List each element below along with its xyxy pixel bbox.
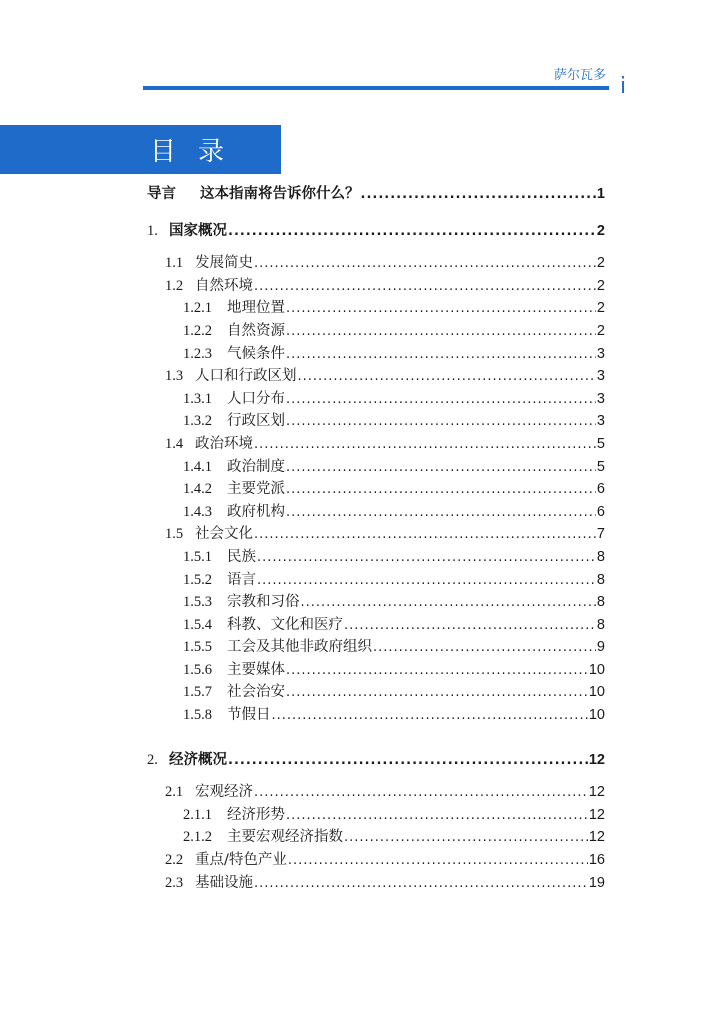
toc-entry[interactable] [147, 703, 605, 726]
toc-entry-number: 1.5.4 [183, 616, 212, 633]
toc-entry-title: 社会文化 [195, 526, 253, 543]
toc-entry-label [147, 219, 227, 240]
toc-entry-title: 这本指南将告诉你什么？ [200, 186, 360, 202]
toc-leader-dots [286, 413, 596, 429]
toc-leader-dots [286, 684, 588, 700]
toc-entry-title: 科教、文化和医疗 [227, 616, 343, 633]
toc-entry-title: 经济形势 [227, 806, 285, 823]
toc-entry-label [183, 658, 285, 679]
toc-entry-page: 5 [596, 435, 605, 452]
toc-leader-dots [373, 639, 596, 655]
toc-entry[interactable] [147, 568, 605, 591]
toc-entry-number: 1.4 [165, 435, 184, 452]
toc-entry[interactable] [147, 545, 605, 568]
toc-entry[interactable] [147, 387, 605, 410]
toc-entry-page: 19 [588, 874, 605, 891]
toc-entry-title: 政府机构 [227, 503, 285, 520]
toc-entry-page: 3 [596, 390, 605, 407]
toc-entry-title: 自然资源 [227, 322, 285, 339]
toc-entry[interactable] [147, 274, 605, 297]
toc-entry-number: 1.2.3 [183, 345, 212, 362]
toc-entry-label [183, 590, 300, 611]
toc-leader-dots [228, 752, 588, 768]
toc-entry-title: 行政区划 [227, 413, 285, 430]
toc-leader-dots [286, 807, 588, 823]
toc-entry-number: 2. [147, 751, 158, 768]
toc-entry[interactable] [147, 803, 605, 826]
toc-leader-dots [298, 368, 596, 384]
toc-entry-title: 自然环境 [195, 277, 253, 294]
page-number: i [620, 74, 627, 99]
toc-entry-number: 2.2 [165, 852, 184, 869]
toc-entry-label [165, 251, 253, 272]
toc-leader-dots [361, 186, 596, 202]
toc-entry-number: 1.3 [165, 368, 184, 385]
toc-leader-dots [272, 707, 588, 723]
toc-entry-page: 9 [596, 639, 605, 656]
toc-entry-label [183, 342, 285, 363]
toc-entry[interactable] [147, 251, 605, 274]
toc-entry-number: 2.1 [165, 784, 184, 801]
toc-leader-dots [254, 784, 588, 800]
toc-leader-dots [286, 391, 596, 407]
toc-entry-label [165, 848, 287, 869]
toc-entry[interactable] [147, 477, 605, 500]
toc-entry-number: 1.5.5 [183, 639, 212, 656]
toc-entry-title: 人口和行政区划 [195, 368, 297, 385]
toc-entry-page: 3 [596, 368, 605, 385]
toc-entry-title: 宏观经济 [195, 784, 253, 801]
toc-entry-page: 7 [596, 526, 605, 543]
toc-entry-label [183, 568, 256, 589]
toc-entry-number: 2.1.2 [183, 829, 212, 846]
toc-entry-number: 1.5.3 [183, 594, 212, 611]
table-of-contents [147, 182, 605, 893]
toc-entry-number: 1.3.2 [183, 413, 212, 430]
toc-entry-page: 2 [596, 322, 605, 339]
toc-entry-page: 6 [596, 503, 605, 520]
toc-leader-dots [257, 572, 596, 588]
toc-leader-dots [228, 223, 596, 239]
toc-entry-page: 8 [596, 548, 605, 565]
toc-leader-dots [301, 594, 596, 610]
toc-leader-dots [286, 346, 596, 362]
toc-leader-dots [286, 459, 596, 475]
toc-leader-dots [344, 617, 596, 633]
toc-entry-label [183, 455, 285, 476]
toc-entry[interactable] [147, 364, 605, 387]
toc-entry-number: 1.2 [165, 277, 184, 294]
toc-entry[interactable] [147, 342, 605, 365]
toc-entry-label [183, 477, 285, 498]
toc-entry-page: 5 [596, 458, 605, 475]
toc-entry-title: 宗教和习俗 [227, 594, 300, 611]
toc-entry-title: 社会治安 [227, 684, 285, 701]
toc-entry-number: 导言 [147, 186, 176, 202]
header-rule [143, 86, 609, 90]
toc-entry-page: 6 [596, 481, 605, 498]
toc-entry[interactable] [147, 500, 605, 523]
toc-entry-label [147, 748, 227, 769]
toc-entry-title: 主要媒体 [227, 661, 285, 678]
toc-entry-title: 基础设施 [195, 874, 253, 891]
toc-entry-page: 16 [588, 852, 605, 869]
toc-leader-dots [257, 549, 596, 565]
toc-entry[interactable] [147, 635, 605, 658]
toc-entry-page: 3 [596, 345, 605, 362]
toc-entry[interactable] [147, 182, 605, 205]
toc-entry[interactable] [147, 748, 605, 771]
toc-entry[interactable] [147, 590, 605, 613]
toc-leader-dots [254, 278, 596, 294]
toc-entry[interactable] [147, 825, 605, 848]
toc-leader-dots [286, 504, 596, 520]
toc-entry-title: 政治环境 [195, 435, 253, 452]
toc-entry-label [183, 803, 285, 824]
toc-entry[interactable] [147, 613, 605, 636]
toc-entry-title: 国家概况 [169, 222, 227, 239]
toc-leader-dots [286, 300, 596, 316]
toc-entry[interactable] [147, 219, 605, 242]
toc-leader-dots [254, 436, 596, 452]
toc-entry-title: 发展简史 [195, 255, 253, 272]
toc-entry-title: 重点/特色产业 [195, 852, 287, 869]
toc-entry-title: 政治制度 [227, 458, 285, 475]
toc-entry-number: 1.5.6 [183, 661, 212, 678]
toc-entry-label [165, 432, 253, 453]
toc-entry-label [183, 409, 285, 430]
toc-entry-number: 2.3 [165, 874, 184, 891]
toc-entry-label [183, 680, 285, 701]
toc-entry-page: 12 [588, 806, 605, 823]
toc-entry-label [183, 635, 372, 656]
toc-leader-dots [288, 852, 588, 868]
toc-leader-dots [286, 323, 596, 339]
toc-entry-page: 12 [588, 784, 605, 801]
running-header-title: 萨尔瓦多 [553, 68, 606, 83]
toc-entry-number: 1.5.8 [183, 707, 212, 724]
toc-entry-label [183, 500, 285, 521]
toc-entry-label [165, 522, 253, 543]
toc-leader-dots [254, 526, 596, 542]
toc-entry-label [165, 871, 253, 892]
toc-entry-number: 1.1 [165, 255, 184, 272]
toc-entry-label [165, 274, 253, 295]
toc-entry-title: 节假日 [227, 707, 271, 724]
toc-entry-page: 8 [596, 616, 605, 633]
toc-entry-page: 8 [596, 594, 605, 611]
toc-entry[interactable] [147, 409, 605, 432]
toc-entry-label [165, 780, 253, 801]
toc-entry-title: 人口分布 [227, 390, 285, 407]
toc-entry[interactable] [147, 871, 605, 894]
toc-entry-title: 地理位置 [227, 300, 285, 317]
toc-entry-number: 1.5 [165, 526, 184, 543]
toc-entry-page: 1 [596, 186, 605, 202]
toc-entry-page: 12 [588, 829, 605, 846]
toc-entry-title: 气候条件 [227, 345, 285, 362]
toc-entry-page: 10 [588, 684, 605, 701]
toc-entry-number: 1.4.1 [183, 458, 212, 475]
toc-entry-number: 1.2.1 [183, 300, 212, 317]
toc-entry-title: 主要党派 [227, 481, 285, 498]
toc-entry-label [183, 319, 285, 340]
toc-entry[interactable] [147, 680, 605, 703]
toc-entry[interactable] [147, 780, 605, 803]
toc-leader-dots [344, 829, 588, 845]
toc-entry-label [183, 387, 285, 408]
toc-entry-number: 1.3.1 [183, 390, 212, 407]
toc-entry-number: 1.2.2 [183, 322, 212, 339]
toc-entry-label [183, 296, 285, 317]
toc-entry-label [183, 545, 256, 566]
toc-entry-title: 语言 [227, 571, 256, 588]
toc-entry-page: 3 [596, 413, 605, 430]
toc-heading: 目录 [150, 137, 247, 167]
toc-leader-dots [286, 662, 588, 678]
toc-entry-page: 2 [596, 277, 605, 294]
toc-entry-number: 1.4.2 [183, 481, 212, 498]
toc-entry-number: 1. [147, 222, 158, 239]
toc-entry-number: 1.5.1 [183, 548, 212, 565]
toc-entry-page: 2 [596, 300, 605, 317]
toc-entry[interactable] [147, 455, 605, 478]
toc-entry-number: 1.4.3 [183, 503, 212, 520]
toc-entry-label [183, 825, 343, 846]
toc-entry-title: 经济概况 [169, 751, 227, 768]
toc-entry-number: 1.5.2 [183, 571, 212, 588]
toc-entry-page: 10 [588, 661, 605, 678]
toc-entry-page: 8 [596, 571, 605, 588]
toc-entry-page: 10 [588, 707, 605, 724]
toc-entry-number: 2.1.1 [183, 806, 212, 823]
toc-entry[interactable] [147, 522, 605, 545]
toc-leader-dots [286, 481, 596, 497]
toc-leader-dots [254, 255, 596, 271]
toc-entry-label [183, 613, 343, 634]
toc-entry[interactable] [147, 658, 605, 681]
toc-entry-number: 1.5.7 [183, 684, 212, 701]
toc-entry[interactable] [147, 432, 605, 455]
toc-entry-title: 主要宏观经济指数 [227, 829, 343, 846]
toc-entry-page: 2 [596, 255, 605, 272]
toc-entry-title: 工会及其他非政府组织 [227, 639, 372, 656]
toc-entry-label [165, 364, 297, 385]
toc-entry[interactable] [147, 319, 605, 342]
toc-banner [0, 125, 281, 174]
toc-entry-title: 民族 [227, 548, 256, 565]
toc-entry-label [147, 182, 360, 203]
toc-leader-dots [254, 875, 588, 891]
toc-entry-label [183, 703, 271, 724]
toc-entry[interactable] [147, 296, 605, 319]
toc-entry[interactable] [147, 848, 605, 871]
toc-entry-page: 12 [588, 751, 605, 768]
toc-entry-page: 2 [596, 222, 605, 239]
